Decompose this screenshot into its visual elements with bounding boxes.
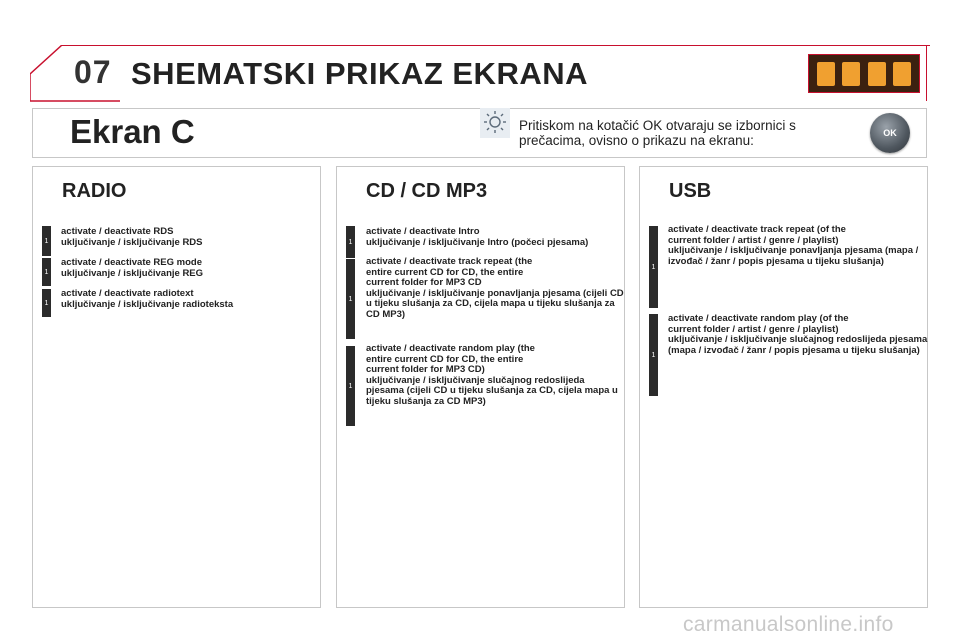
menu-level-marker: 1 bbox=[42, 289, 51, 317]
menu-level-marker: 1 bbox=[42, 226, 51, 256]
menu-level-marker: 1 bbox=[346, 346, 355, 426]
chapter-number: 07 bbox=[74, 54, 112, 90]
radio-item-reg: activate / deactivate REG mode uključivanje / isključivanje REG bbox=[61, 257, 204, 279]
ok-wheel-icon: OK bbox=[870, 113, 910, 153]
shortcut-note: Pritiskom na kotačić OK otvaraju se izbornici s prečacima, ovisno o prikazu na ekranu: bbox=[519, 118, 796, 148]
radio-item-rds: activate / deactivate RDS uključivanje / isključivanje RDS bbox=[61, 226, 203, 248]
menu-level-marker: 1 bbox=[42, 258, 51, 286]
radio-item-radiotext: activate / deactivate radiotext uključivanje / isključivanje radioteksta bbox=[61, 288, 234, 310]
cd-item-repeat: activate / deactivate track repeat (the entire current CD for CD, the entire current folder for MP3 CD uključivanje / isključivanje ponavljanja pjesama (cijeli CD u tijeku slušanja za CD, cijela mapa u tijeku slušanja za CD MP3) bbox=[366, 256, 624, 320]
cd-item-intro: activate / deactivate Intro uključivanje / isključivanje Intro (počeci pjesama) bbox=[366, 226, 589, 248]
menu-level-marker: 1 bbox=[649, 226, 658, 308]
settings-icon bbox=[868, 62, 886, 86]
header-rule-right bbox=[926, 45, 927, 101]
music-note-icon bbox=[817, 62, 835, 86]
menu-level-marker: 1 bbox=[649, 314, 658, 396]
usb-item-repeat: activate / deactivate track repeat (of the current folder / artist / genre / playlist) uključivanje / isključivanje ponavljanja pjesama (mapa / izvođač / žanr / popis pjesama u tijeku slušanja) bbox=[668, 224, 919, 267]
chapter-icons-strip bbox=[808, 54, 920, 93]
usb-title: USB bbox=[669, 180, 712, 202]
radio-title: RADIO bbox=[62, 180, 127, 202]
cd-item-random: activate / deactivate random play (the entire current CD for CD, the entire current folder for MP3 CD) uključivanje / isključivanje slučajnog redoslijeda pjesama (cijeli CD u tijeku slušanja za CD, cijela mapa u tijeku slušanja za CD MP3) bbox=[366, 343, 618, 407]
phone-icon bbox=[842, 62, 860, 86]
menu-level-marker: 1 bbox=[346, 226, 355, 258]
usb-item-random: activate / deactivate random play (of the current folder / artist / genre / playlist) uključivanje / isključivanje slučajnog redoslijeda pjesama (mapa / izvođač / žanr / popis pjesama u tijeku slušanja) bbox=[668, 313, 928, 356]
screen-title: Ekran C bbox=[70, 113, 195, 150]
chapter-title: SHEMATSKI PRIKAZ EKRANA bbox=[131, 56, 588, 91]
menu-level-marker: 1 bbox=[346, 259, 355, 339]
header-rule bbox=[62, 45, 930, 46]
light-bulb-icon bbox=[480, 108, 510, 138]
navigation-icon bbox=[893, 62, 911, 86]
watermark: carmanualsonline.info bbox=[683, 613, 894, 636]
cd-title: CD / CD MP3 bbox=[366, 180, 488, 202]
